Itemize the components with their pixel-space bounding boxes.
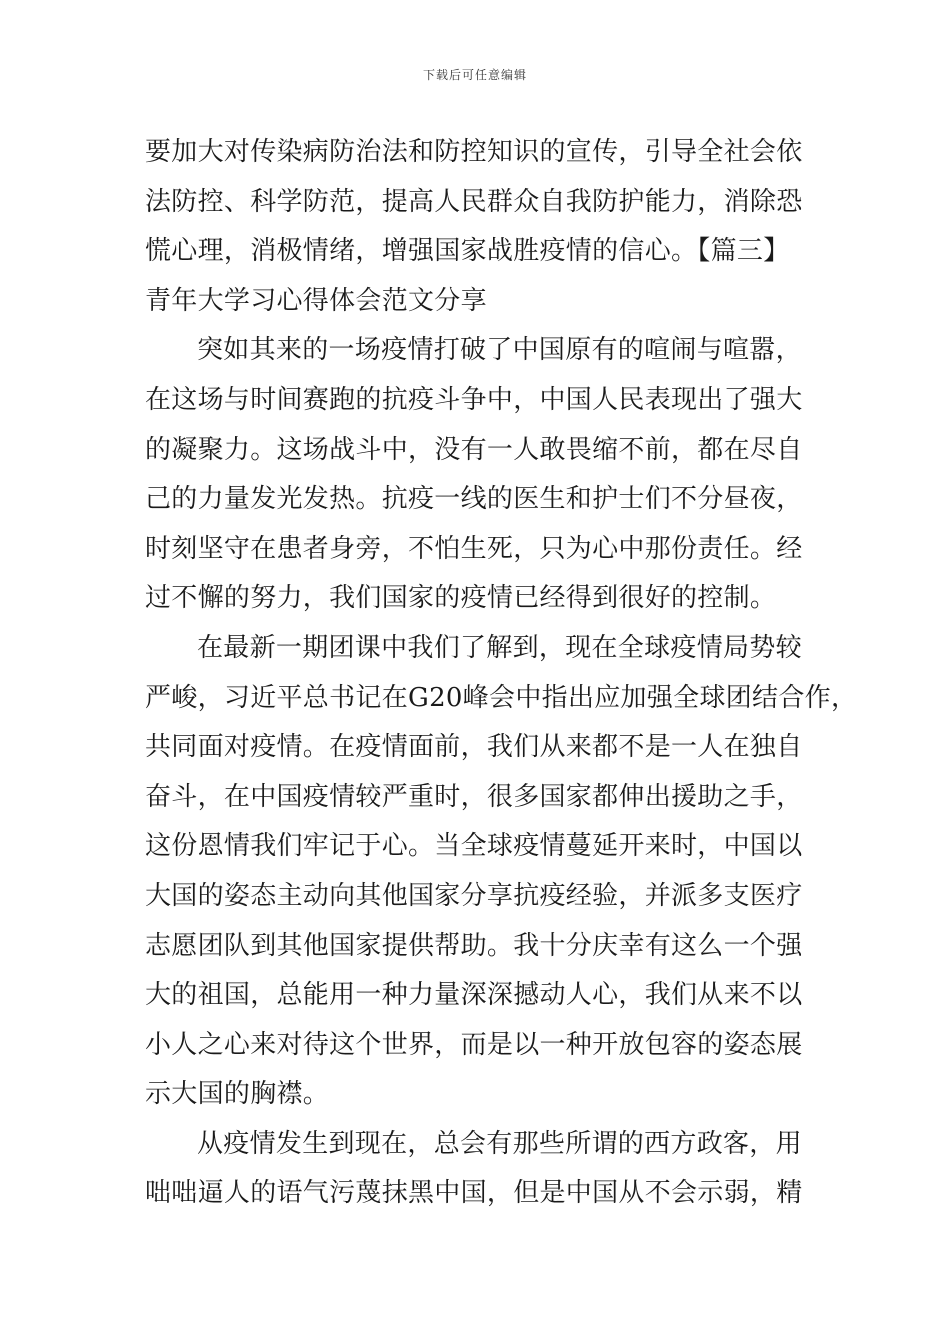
text-line: 志愿团队到其他国家提供帮助。我十分庆幸有这么一个强 [145,930,803,961]
text-line: 这份恩情我们牢记于心。当全球疫情蔓延开来时，中国以 [145,831,803,862]
text-line: 严峻，习近平总书记在G20峰会中指出应加强全球团结合作， [145,682,858,713]
text-line: 在这场与时间赛跑的抗疫斗争中，中国人民表现出了强大 [145,384,803,415]
text-line: 咄咄逼人的语气污蔑抹黑中国，但是中国从不会示弱，精 [145,1178,803,1209]
text-line: 大的祖国，总能用一种力量深深撼动人心，我们从来不以 [145,980,803,1011]
text-line: 大国的姿态主动向其他国家分享抗疫经验，并派多支医疗 [145,880,803,911]
text-line: 示大国的胸襟。 [145,1079,330,1110]
text-line: 过不懈的努力，我们国家的疫情已经得到很好的控制。 [145,583,777,614]
text-line: 法防控、科学防范，提高人民群众自我防护能力，消除恐 [145,186,803,217]
text-line: 奋斗，在中国疫情较严重时，很多国家都伸出援助之手， [145,781,803,812]
text-line: 时刻坚守在患者身旁，不怕生死，只为心中那份责任。经 [145,533,803,564]
paragraph-start: 在最新一期团课中我们了解到，现在全球疫情局势较 [197,632,802,663]
body-text [145,128,858,1219]
section-heading: 青年大学习心得体会范文分享 [145,285,487,316]
paragraph-start: 从疫情发生到现在，总会有那些所谓的西方政客，用 [197,1128,802,1159]
text-line: 慌心理，消极情绪，增强国家战胜疫情的信心。【篇三】 [145,236,790,267]
text-line: 要加大对传染病防治法和防控知识的宣传，引导全社会依 [145,137,803,167]
text-line: 的凝聚力。这场战斗中，没有一人敢畏缩不前，都在尽自 [145,434,803,465]
text-line: 己的力量发光发热。抗疫一线的医生和护士们不分昼夜， [145,484,803,515]
header-note: 下载后可任意编辑 [422,68,527,82]
text-line: 共同面对疫情。在疫情面前，我们从来都不是一人在独自 [145,732,803,763]
paragraph-start: 突如其来的一场疫情打破了中国原有的喧闹与喧嚣， [197,335,802,366]
text-line: 小人之心来对待这个世界，而是以一种开放包容的姿态展 [145,1029,803,1060]
